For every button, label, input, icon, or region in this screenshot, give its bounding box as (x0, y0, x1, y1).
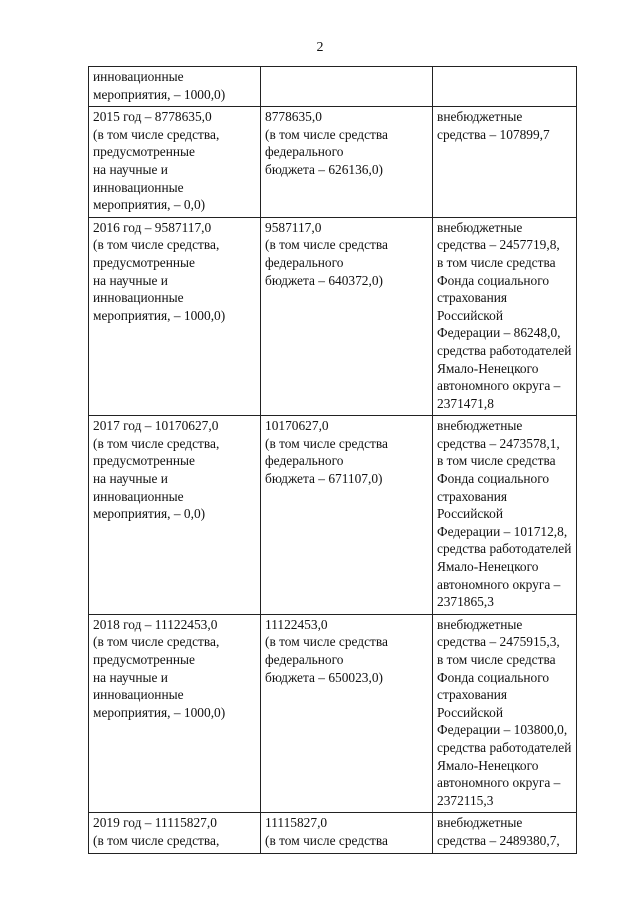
extrabudgetary-funding-cell (433, 416, 577, 615)
federal-funding-cell (261, 107, 433, 218)
cell-text: 2019 год – 11115827,0 (в том числе средства, (93, 815, 220, 848)
cell-text: инновационные мероприятия, – 1000,0) (93, 69, 226, 102)
table-row (89, 416, 577, 615)
budget-table (88, 66, 577, 854)
page-number: 2 (316, 40, 324, 55)
cell-text: 11115827,0 (в том числе средства (265, 815, 388, 848)
federal-funding-cell (261, 813, 433, 853)
total-funding-cell (89, 107, 261, 218)
cell-text: 2017 год – 10170627,0 (в том числе средства, предусмотренные на научные и инновационные мероприятия, – 0,0) (93, 418, 220, 522)
cell-text: 2016 год – 9587117,0 (в том числе средства, предусмотренные на научные и инновационные мероприятия, – 1000,0) (93, 219, 226, 323)
federal-funding-cell (261, 614, 433, 813)
cell-text: внебюджетные средства – 107899,7 (437, 109, 550, 142)
extrabudgetary-funding-cell (433, 107, 577, 218)
table-row (89, 614, 577, 813)
extrabudgetary-funding-cell (433, 217, 577, 416)
cell-text: 2018 год – 11122453,0 (в том числе средства, предусмотренные на научные и инновационные мероприятия, – 1000,0) (93, 616, 226, 720)
extrabudgetary-funding-cell (433, 67, 577, 107)
table-row (89, 67, 577, 107)
cell-text: 11122453,0 (в том числе средства федерального бюджета – 650023,0) (265, 616, 388, 685)
federal-funding-cell (261, 67, 433, 107)
table-row (89, 107, 577, 218)
cell-text: внебюджетные средства – 2489380,7, (437, 815, 560, 848)
cell-text: внебюджетные средства – 2473578,1, в том числе средства Фонда социального страхования Российской Федерации – 101712,8, средства работодателей Ямало-Ненецкого автономного округа – 2371865,3 (437, 418, 572, 610)
cell-text: 2015 год – 8778635,0 (в том числе средства, предусмотренные на научные и инновационные мероприятия, – 0,0) (93, 109, 220, 213)
table-row (89, 217, 577, 416)
cell-text: 10170627,0 (в том числе средства федерального бюджета – 671107,0) (265, 418, 388, 487)
total-funding-cell (89, 416, 261, 615)
cell-text: внебюджетные средства – 2457719,8, в том числе средства Фонда социального страхования Российской Федерации – 86248,0, средства работодателей Ямало-Ненецкого автономного округа – 2371471,8 (437, 219, 572, 411)
extrabudgetary-funding-cell (433, 813, 577, 853)
cell-text: 8778635,0 (в том числе средства федерального бюджета – 626136,0) (265, 109, 388, 177)
federal-funding-cell (261, 416, 433, 615)
cell-text: 9587117,0 (в том числе средства федерального бюджета – 640372,0) (265, 219, 388, 288)
extrabudgetary-funding-cell (433, 614, 577, 813)
total-funding-cell (89, 614, 261, 813)
table-row (89, 813, 577, 853)
total-funding-cell (89, 813, 261, 853)
cell-text: внебюджетные средства – 2475915,3, в том числе средства Фонда социального страхования Российской Федерации – 103800,0, средства работодателей Ямало-Ненецкого автономного округа – 2372115,3 (437, 616, 572, 808)
federal-funding-cell (261, 217, 433, 416)
total-funding-cell (89, 217, 261, 416)
total-funding-cell (89, 67, 261, 107)
